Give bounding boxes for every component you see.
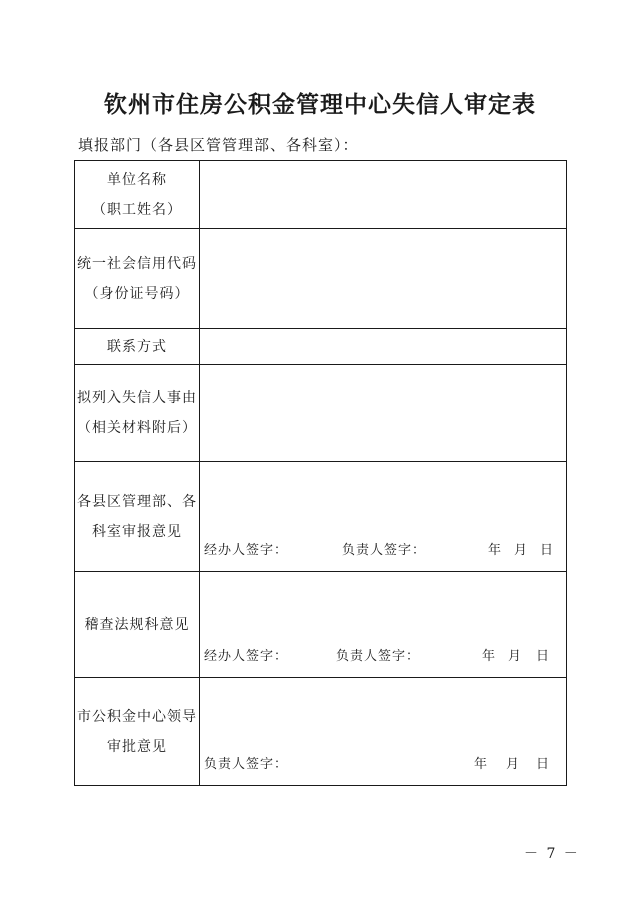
page-number: － 7 － — [524, 846, 580, 862]
leader-signature-line — [200, 753, 566, 773]
row-reason — [75, 365, 567, 462]
date-year-label: 年 — [482, 649, 497, 664]
responsible-signature-label: 负责人签字： — [336, 649, 421, 664]
handler-signature-label: 经办人签字： — [204, 649, 289, 664]
leader-opinion-label-line1: 市公积金中心领导 — [77, 708, 197, 725]
row-contact — [75, 329, 567, 365]
credit-code-label-line1: 统一社会信用代码 — [77, 255, 197, 272]
credit-code-label-line2: （身份证号码） — [84, 285, 190, 302]
county-signature-line — [200, 539, 566, 559]
date-month-label: 月 — [508, 649, 523, 664]
reason-label-line1: 拟列入失信人事由 — [77, 390, 197, 406]
county-opinion-label-line1: 各县区管理部、各 — [77, 493, 197, 510]
date-year-label: 年 — [474, 757, 489, 772]
county-opinion-label-line2: 科室审报意见 — [92, 523, 182, 540]
date-day-label: 日 — [536, 757, 551, 772]
responsible-signature-label: 负责人签字： — [342, 543, 427, 558]
audit-opinion-label — [75, 572, 200, 678]
date-month-label: 月 — [506, 757, 521, 772]
contact-label — [75, 329, 200, 365]
document-title: 钦州市住房公积金管理中心失信人审定表 — [104, 91, 536, 118]
responsible-signature-label: 负责人签字： — [204, 757, 289, 772]
row-audit-opinion — [75, 572, 567, 678]
credit-code-field[interactable] — [200, 229, 567, 329]
reason-label-line2: （相关材料附后） — [77, 420, 197, 436]
reason-label — [75, 365, 200, 462]
date-day-label: 日 — [536, 649, 551, 664]
date-month-label: 月 — [514, 543, 529, 558]
reason-field[interactable] — [200, 365, 567, 462]
contact-field[interactable] — [200, 329, 567, 365]
unit-name-label-line2: （职工姓名） — [92, 201, 182, 218]
unit-name-label-line1: 单位名称 — [107, 171, 167, 188]
audit-signature-line — [200, 645, 566, 665]
credit-code-label — [75, 229, 200, 329]
date-day-label: 日 — [540, 543, 555, 558]
review-form-table — [74, 160, 567, 786]
date-year-label: 年 — [488, 543, 503, 558]
audit-opinion-field[interactable] — [200, 572, 567, 678]
unit-name-label — [75, 161, 200, 229]
leader-opinion-label-line2: 审批意见 — [107, 738, 167, 755]
row-county-opinion — [75, 462, 567, 572]
contact-label-line1: 联系方式 — [107, 338, 167, 355]
leader-opinion-field[interactable] — [200, 678, 567, 786]
reporting-department-label: 填报部门（各县区管管理部、各科室）： — [78, 136, 359, 154]
row-credit-code — [75, 229, 567, 329]
audit-opinion-label-line1: 稽查法规科意见 — [84, 616, 190, 633]
row-leader-opinion — [75, 678, 567, 786]
county-opinion-field[interactable] — [200, 462, 567, 572]
county-opinion-label — [75, 462, 200, 572]
leader-opinion-label — [75, 678, 200, 786]
row-unit-name — [75, 161, 567, 229]
handler-signature-label: 经办人签字： — [204, 543, 289, 558]
unit-name-field[interactable] — [200, 161, 567, 229]
